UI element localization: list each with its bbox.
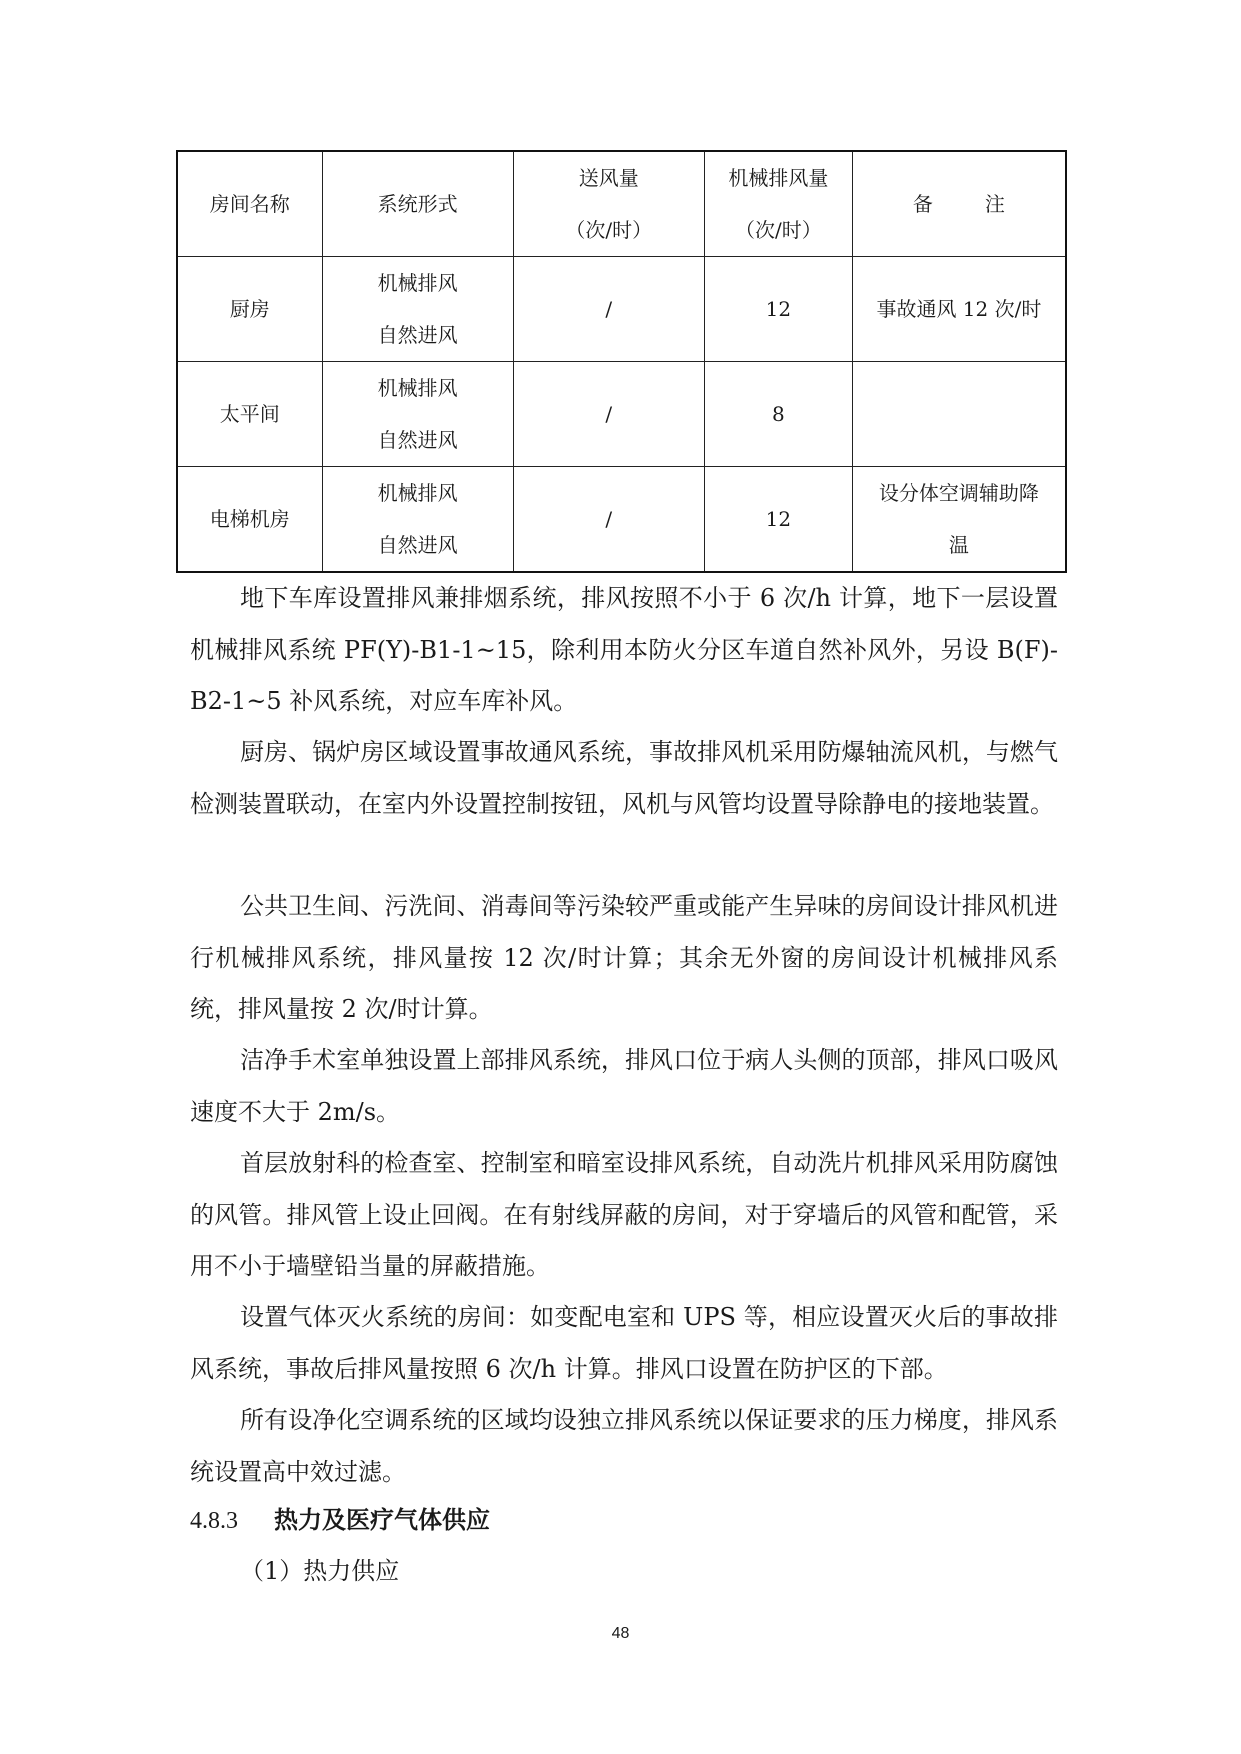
cell-exhaust: 12 [704, 467, 852, 573]
header-supply-line2: （次/时） [565, 218, 653, 242]
cell-note [852, 467, 1066, 573]
header-note-b: 注 [984, 192, 1005, 216]
table-row [177, 467, 1066, 573]
page-number: 48 [611, 1625, 630, 1642]
subsection-heading: （1）热力供应 [240, 1557, 400, 1585]
header-supply [513, 151, 704, 257]
cell-system-line1: 机械排风 [377, 481, 458, 505]
header-system: 系统形式 [322, 151, 513, 257]
paragraph-operating-room: 洁净手术室单独设置上部排风系统，排风口位于病人头侧的顶部，排风口吸风速度不大于 2m/s。 [190, 1046, 1058, 1126]
cell-system [322, 362, 513, 467]
header-note [852, 151, 1066, 257]
section-heading [190, 1500, 490, 1535]
cell-note-line2: 温 [948, 533, 969, 557]
paragraph-kitchen-emergency: 厨房、锅炉房区域设置事故通风系统，事故排风机采用防爆轴流风机，与燃气检测装置联动，在室内外设置控制按钮，风机与风管均设置导除静电的接地装置。 [190, 738, 1058, 818]
section-number: 4.8.3 [190, 1508, 238, 1534]
cell-room: 太平间 [177, 362, 322, 467]
header-room: 房间名称 [177, 151, 322, 257]
section-title: 热力及医疗气体供应 [274, 1506, 490, 1534]
cell-note [852, 362, 1066, 467]
cell-note: 事故通风 12 次/时 [852, 257, 1066, 362]
header-supply-line1: 送风量 [578, 166, 639, 190]
cell-supply: / [513, 467, 704, 573]
cell-note-line1: 设分体空调辅助降 [878, 481, 1039, 505]
cell-supply: / [513, 362, 704, 467]
cell-system-line1: 机械排风 [377, 271, 458, 295]
header-exhaust [704, 151, 852, 257]
header-note-a: 备 [912, 192, 933, 216]
cell-system-line2: 自然进风 [377, 323, 458, 347]
header-exhaust-line1: 机械排风量 [728, 166, 829, 190]
table-row [177, 362, 1066, 467]
header-exhaust-line2: （次/时） [735, 218, 822, 242]
paragraph-radiology: 首层放射科的检查室、控制室和暗室设排风系统，自动洗片机排风采用防腐蚀的风管。排风管上设止回阀。在有射线屏蔽的房间，对于穿墙后的风管和配管，采用不小于墙壁铅当量的屏蔽措施。 [190, 1149, 1058, 1280]
table-header-row [177, 151, 1066, 257]
cell-system-line2: 自然进风 [377, 533, 458, 557]
cell-system [322, 257, 513, 362]
paragraph-garage-exhaust: 地下车库设置排风兼排烟系统，排风按照不小于 6 次/h 计算，地下一层设置机械排风系统 PF(Y)-B1-1~15，除利用本防火分区车道自然补风外，另设 B(F)-B2-1~5 补风系统，对应车库补风。 [190, 584, 1058, 715]
cell-system [322, 467, 513, 573]
paragraph-clean-air: 所有设净化空调系统的区域均设独立排风系统以保证要求的压力梯度，排风系统设置高中效过滤。 [190, 1406, 1058, 1486]
paragraph-gas-fire-suppression: 设置气体灭火系统的房间：如变配电室和 UPS 等，相应设置灭火后的事故排风系统，事故后排风量按照 6 次/h 计算。排风口设置在防护区的下部。 [190, 1303, 1058, 1383]
cell-system-line1: 机械排风 [377, 376, 458, 400]
ventilation-table [176, 150, 1067, 573]
paragraph-toilet-exhaust: 公共卫生间、污洗间、消毒间等污染较严重或能产生异味的房间设计排风机进行机械排风系统，排风量按 12 次/时计算；其余无外窗的房间设计机械排风系统，排风量按 2 次/时计算。 [190, 892, 1058, 1023]
cell-room: 厨房 [177, 257, 322, 362]
cell-exhaust: 12 [704, 257, 852, 362]
table-row [177, 257, 1066, 362]
cell-supply: / [513, 257, 704, 362]
cell-system-line2: 自然进风 [377, 428, 458, 452]
cell-room: 电梯机房 [177, 467, 322, 573]
cell-exhaust: 8 [704, 362, 852, 467]
